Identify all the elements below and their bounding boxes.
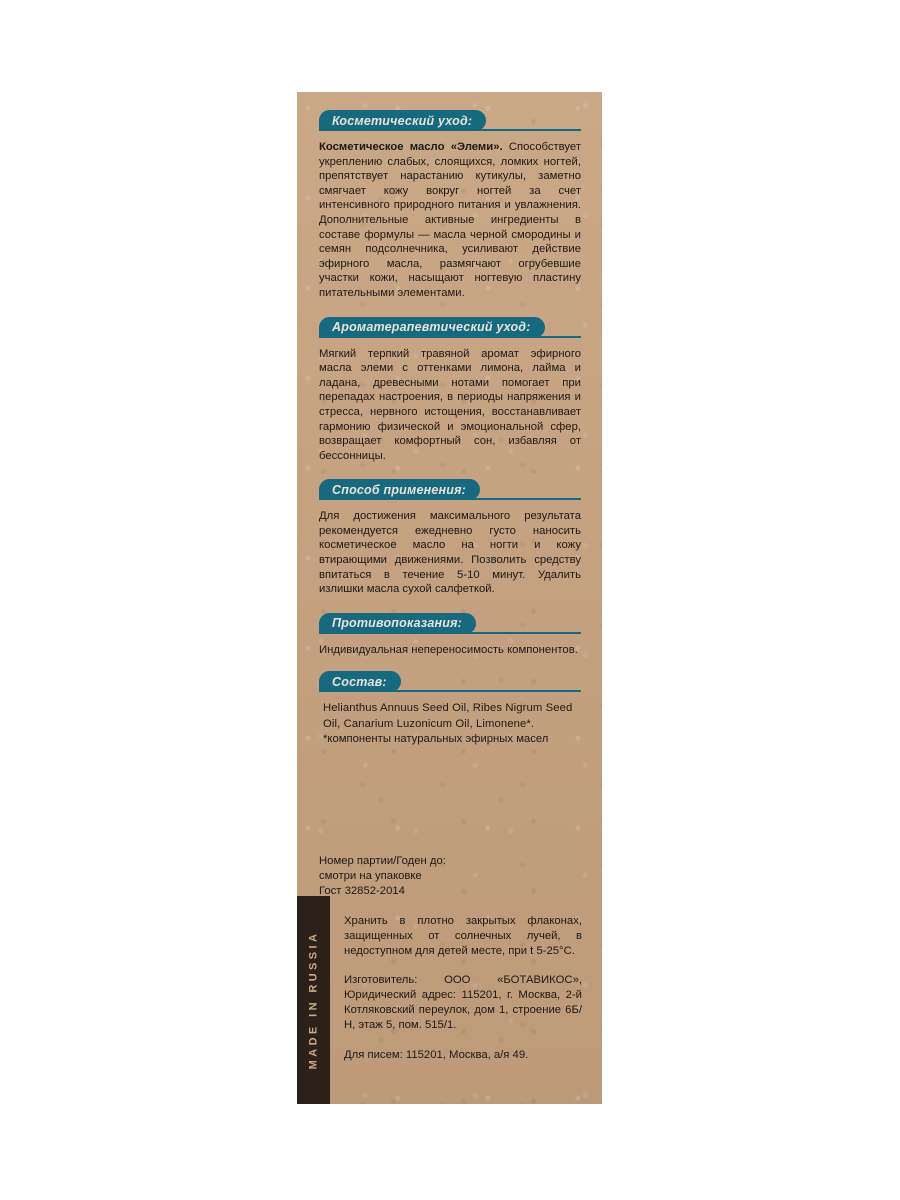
package-footer <box>344 914 582 1062</box>
heading-text: Состав: <box>332 674 387 689</box>
cosmetic-care-body: Способствует укреплению слабых, слоящихся, ломких ногтей, препятствует нарастанию кутикулы, заметно смягчает кожу вокруг ногтей за счет интенсивного природного питания и увлажнения. Дополнительные активные ингредиенты в составе формулы — масла черной смородины и семян подсолнечника, усиливают действие эфирного масла, размягчают огрубевшие участки кожи, насыщают ногтевую пластину питательными элементами. <box>319 141 582 299</box>
heading-tab <box>319 613 476 634</box>
cosmetic-care-text <box>319 140 581 301</box>
usage-text: Для достижения максимального результата рекомендуется ежедневно густо наносить косметическое масло на ногти и кожу втирающими движениями. Позволить средству впитаться в течение 5-10 минут. Удалить излишки масла сухой салфеткой. <box>319 510 581 596</box>
heading-tab <box>319 671 401 692</box>
section-heading-composition <box>319 671 581 692</box>
heading-tab <box>319 110 486 131</box>
manufacturer-text: Изготовитель: ООО «БОТАВИКОС», Юридический адрес: 115201, г. Москва, 2-й Котляковский переулок, дом 1, строение 6Б/Н, этаж 5, пом. 515/1. <box>344 974 582 1031</box>
mail-address-text: Для писем: 115201, Москва, а/я 49. <box>344 1048 529 1061</box>
lot-info-block <box>319 854 581 899</box>
heading-text: Противопоказания: <box>332 616 463 631</box>
made-in-russia-bar <box>297 896 330 1104</box>
heading-tab <box>319 317 545 338</box>
cosmetic-care-lead: Косметическое масло «Элеми». <box>319 141 503 153</box>
aromatherapy-care-text: Мягкий терпкий травяной аромат эфирного масла элеми с оттенками лимона, лайма и ладана, древесными нотами помогает при перепадах настроения, в периоды напряжения и стресса, нервного истощения, восстанавливает гармонию физической и эмоциональной сфер, возвращает комфортный сон, избавляя от бессонницы. <box>319 347 581 462</box>
section-heading-aromatherapy-care <box>319 317 581 338</box>
section-heading-usage <box>319 479 581 500</box>
heading-text: Способ применения: <box>332 482 467 497</box>
storage-text: Хранить в плотно закрытых флаконах, защищенных от солнечных лучей, в недоступном для детей месте, при t 5-25°C. <box>344 915 582 957</box>
made-in-russia-label: MADE IN RUSSIA <box>307 930 320 1070</box>
heading-text: Ароматерапевтический уход: <box>332 320 531 335</box>
lot-line-3: Гост 32852-2014 <box>319 885 405 897</box>
section-heading-contraindications <box>319 613 581 634</box>
product-package-panel <box>297 92 602 1104</box>
heading-tab <box>319 479 480 500</box>
contraindications-text: Индивидуальная непереносимость компонентов. <box>319 643 578 656</box>
lot-line-2: смотри на упаковке <box>319 870 422 882</box>
composition-text <box>319 701 581 748</box>
package-content <box>319 110 581 764</box>
composition-latin: Helianthus Annuus Seed Oil, Ribes Nigrum Seed Oil, Canarium Luzonicum Oil, Limonene*. <box>323 702 573 730</box>
lot-info-text <box>319 854 581 899</box>
composition-note: *компоненты натуральных эфирных масел <box>323 733 549 746</box>
section-heading-cosmetic-care <box>319 110 581 131</box>
lot-line-1: Номер партии/Годен до: <box>319 855 446 867</box>
heading-text: Косметический уход: <box>332 113 473 128</box>
